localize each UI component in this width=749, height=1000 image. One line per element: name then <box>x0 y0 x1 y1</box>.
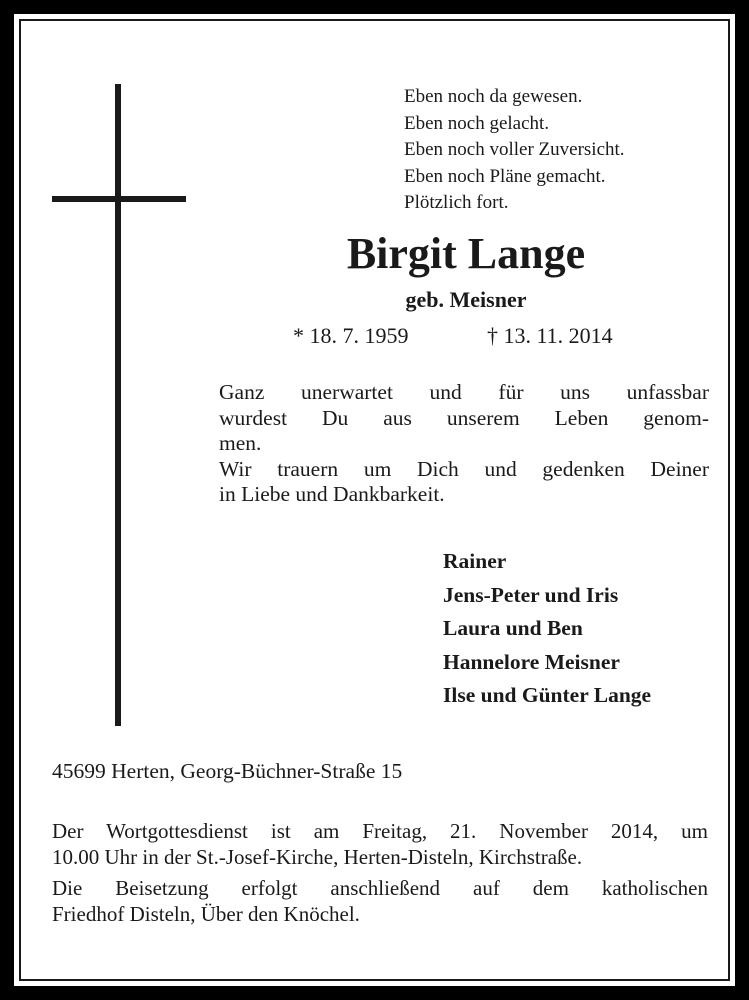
mourner-name: Laura und Ben <box>443 616 583 640</box>
message-line: Wir trauern um Dich und gedenken Deiner <box>219 456 709 481</box>
mourner-name: Jens-Peter und Iris <box>443 582 619 607</box>
service-line: 10.00 Uhr in der St.-Josef-Kirche, Herten-Disteln, Kirchstraße. <box>52 844 583 869</box>
mourner-name: Rainer <box>443 549 507 573</box>
obituary-card <box>14 14 735 986</box>
poem-line: Eben noch gelacht. <box>404 112 550 134</box>
mourner-name: Hannelore Meisner <box>443 649 620 674</box>
death-date: † 13. 11. 2014 <box>487 323 613 348</box>
poem-line: Eben noch da gewesen. <box>404 86 583 107</box>
condolence-message <box>219 380 709 508</box>
message-line: in Liebe und Dankbarkeit. <box>219 482 445 506</box>
poem-line: Eben noch voller Zuversicht. <box>404 139 625 160</box>
cross-icon-vertical-bar <box>115 84 121 726</box>
service-line: Der Wortgottesdienst ist am Freitag, 21. November 2014, um <box>52 819 708 843</box>
cross-icon-horizontal-bar <box>52 196 186 202</box>
mourner-name: Ilse und Günter Lange <box>443 683 652 707</box>
obituary-border <box>19 19 730 981</box>
poem-line: Plötzlich fort. <box>404 192 509 213</box>
poem-line: Eben noch Pläne gemacht. <box>404 165 606 187</box>
mourners-list <box>443 545 651 713</box>
service-line: Die Beisetzung erfolgt anschließend auf dem katholischen <box>52 876 708 900</box>
maiden-name: geb. Meisner <box>405 287 527 312</box>
message-line: men. <box>219 431 262 455</box>
message-line: Ganz unerwartet und für uns unfassbar <box>219 380 709 404</box>
deceased-name: Birgit Lange <box>346 229 586 278</box>
message-line: wurdest Du aus unserem Leben genom- <box>219 405 709 430</box>
family-address: 45699 Herten, Georg-Büchner-Straße 15 <box>52 759 403 783</box>
service-info <box>52 819 708 927</box>
poem <box>404 84 625 217</box>
service-line: Friedhof Disteln, Über den Knöchel. <box>52 901 360 926</box>
birth-date: * 18. 7. 1959 <box>293 323 409 348</box>
